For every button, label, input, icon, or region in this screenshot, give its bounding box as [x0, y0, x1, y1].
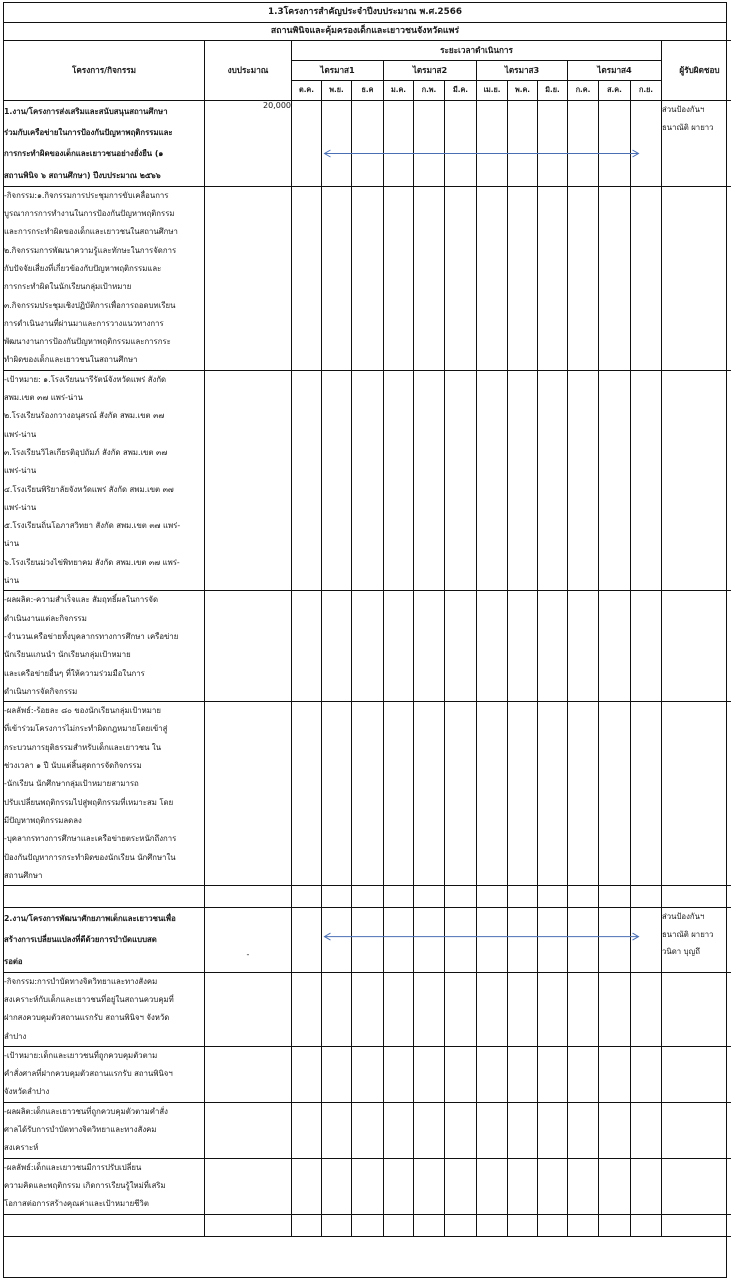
responsible-line: ธนาณัติ ผายาว — [662, 122, 714, 132]
month-cell — [322, 702, 352, 886]
section-text — [4, 972, 205, 1046]
section-line: ลำปาง — [4, 1031, 27, 1041]
month-cell — [568, 1102, 599, 1158]
month-cell — [445, 972, 477, 1046]
spacer-row — [4, 1214, 731, 1236]
section-text — [4, 370, 205, 591]
month-cell — [292, 1102, 322, 1158]
month-cell — [322, 1102, 352, 1158]
month-cell — [538, 591, 568, 702]
month-cell — [631, 591, 662, 702]
month-cell — [322, 1214, 352, 1236]
section-line: ป้องกันปัญหาการกระทำผิดของนักเรียน นักศึกษาใน — [4, 852, 176, 862]
month-cell — [445, 886, 477, 908]
month-cell — [599, 591, 631, 702]
project-budget: 20,000 — [205, 101, 292, 187]
month-cell — [508, 370, 538, 591]
section-line: พัฒนางานการป้องกันปัญหาพฤติกรรมและการกระ — [4, 337, 171, 347]
month-cell — [599, 1214, 631, 1236]
month-cell — [568, 1046, 599, 1102]
month-cell — [414, 1214, 445, 1236]
month-cell — [538, 1102, 568, 1158]
month-cell — [599, 702, 631, 886]
month-cell — [599, 972, 631, 1046]
project-responsible — [662, 908, 731, 973]
month-cell — [568, 101, 599, 187]
section-line: แพร่-น่าน — [4, 466, 37, 476]
section-line: ๔.โรงเรียนพิริยาลัยจังหวัดแพร่ สังกัด สพม.เขต ๓๗ — [4, 484, 174, 494]
project-title-line: 2.งาน/โครงการพัฒนาศักยภาพเด็กและเยาวชนเพื่อ — [4, 914, 176, 924]
month-cell — [599, 370, 631, 591]
month-cell — [414, 370, 445, 591]
month-cell — [384, 702, 414, 886]
month-cell — [445, 370, 477, 591]
section-row — [4, 370, 731, 591]
section-line: -ผลลัพธ์:-ร้อยละ ๘๐ ของนักเรียนกลุ่มเป้าหมาย — [4, 706, 161, 716]
spacer-cell — [205, 886, 292, 908]
month-cell — [384, 101, 414, 187]
month-cell — [292, 591, 322, 702]
month-cell — [477, 370, 508, 591]
month-cell — [414, 702, 445, 886]
section-line: สพม.เขต ๓๗ แพร่-น่าน — [4, 393, 83, 403]
month-cell — [631, 1158, 662, 1214]
month-cell — [384, 972, 414, 1046]
month-cell — [322, 908, 352, 973]
month-cell — [568, 1214, 599, 1236]
month-cell — [414, 186, 445, 370]
responsible-line: วนิดา บุญถึ — [662, 947, 700, 957]
section-line: -เป้าหมาย:เด็กและเยาวชนที่ถูกควบคุมตัวตาม — [4, 1050, 158, 1060]
month-cell — [508, 886, 538, 908]
month-cell — [414, 1158, 445, 1214]
section-text — [4, 1158, 205, 1214]
month-cell — [538, 972, 568, 1046]
month-cell — [631, 886, 662, 908]
month-cell — [538, 101, 568, 187]
section-line: ๓.กิจกรรมประชุมเชิงปฏิบัติการเพื่อการถอดบทเรียน — [4, 300, 176, 310]
project-row — [4, 101, 731, 187]
header-responsible: ผู้รับผิดชอบ — [662, 41, 731, 101]
section-line: น่าน — [4, 576, 20, 586]
responsible-cell — [662, 186, 731, 370]
month-cell — [568, 972, 599, 1046]
month-cell — [384, 1102, 414, 1158]
section-line: จังหวัดลำปาง — [4, 1087, 50, 1097]
section-text — [4, 702, 205, 886]
month-cell — [477, 186, 508, 370]
month-cell — [414, 1102, 445, 1158]
section-line: การดำเนินงานที่ผ่านมาและการวางแนวทางการ — [4, 318, 164, 328]
section-line: -บุคลากรทางการศึกษาและเครือข่ายตระหนักถึงการ — [4, 834, 177, 844]
budget-cell — [205, 702, 292, 886]
header-month-12: ก.ย. — [631, 81, 662, 101]
budget-cell — [205, 1158, 292, 1214]
month-cell — [292, 908, 322, 973]
month-cell — [445, 908, 477, 973]
month-cell — [322, 186, 352, 370]
month-cell — [508, 1046, 538, 1102]
month-cell — [352, 370, 384, 591]
responsible-cell — [662, 972, 731, 1046]
project-title-line: ร่วมกับเครือข่ายในการป้องกันปัญหาพฤติกรรมและ — [4, 128, 173, 138]
section-line: ดำเนินการจัดกิจกรรม — [4, 686, 78, 696]
responsible-cell — [662, 1158, 731, 1214]
project-title-line: การกระทำผิดของเด็กและเยาวชนอย่างยั่งยืน (๑ — [4, 149, 164, 159]
month-cell — [508, 591, 538, 702]
section-line: กับปัจจัยเสี่ยงที่เกี่ยวข้องกับปัญหาพฤติกรรมและ — [4, 264, 162, 273]
section-line: ๕.โรงเรียนถิ่นโอภาสวิทยา สังกัด สพม.เขต ๓๗ แพร่- — [4, 521, 181, 531]
month-cell — [322, 1158, 352, 1214]
month-cell — [477, 1046, 508, 1102]
month-cell — [599, 186, 631, 370]
section-line: และเครือข่ายอื่นๆ ที่ให้ความร่วมมือในการ — [4, 668, 145, 678]
spacer-cell — [4, 886, 205, 908]
month-cell — [631, 702, 662, 886]
month-cell — [384, 886, 414, 908]
month-cell — [292, 702, 322, 886]
header-month-3: ธ.ค — [352, 81, 384, 101]
project-title-line: สร้างการเปลี่ยนแปลงที่ดีด้วยการบำบัดแบบสด — [4, 935, 157, 945]
spacer-row — [4, 886, 731, 908]
month-cell — [477, 1214, 508, 1236]
header-month-8: พ.ค. — [508, 81, 538, 101]
month-cell — [631, 186, 662, 370]
budget-cell — [205, 972, 292, 1046]
month-cell — [508, 186, 538, 370]
month-cell — [292, 886, 322, 908]
section-line: -กิจกรรม:๑.กิจกรรมการประชุมการขับเคลื่อนการ — [4, 190, 169, 200]
month-cell — [445, 186, 477, 370]
month-cell — [292, 186, 322, 370]
month-cell — [445, 702, 477, 886]
section-line: นักเรียนแกนนำ นักเรียนกลุ่มเป้าหมาย — [4, 650, 131, 660]
month-cell — [352, 1214, 384, 1236]
section-line: แพร่-น่าน — [4, 429, 37, 439]
month-cell — [599, 1158, 631, 1214]
section-line: บูรณาการการทำงานในการป้องกันปัญหาพฤติกรรม — [4, 209, 175, 219]
month-cell — [631, 908, 662, 973]
project-responsible — [662, 101, 731, 187]
header-month-1: ต.ค. — [292, 81, 322, 101]
month-cell — [322, 591, 352, 702]
month-cell — [631, 1102, 662, 1158]
month-cell — [568, 702, 599, 886]
month-cell — [384, 1046, 414, 1102]
month-cell — [292, 972, 322, 1046]
responsible-cell — [662, 370, 731, 591]
section-text — [4, 186, 205, 370]
header-month-2: พ.ย. — [322, 81, 352, 101]
responsible-cell — [662, 591, 731, 702]
header-month-6: มี.ค. — [445, 81, 477, 101]
month-cell — [322, 1046, 352, 1102]
header-quarter-1: ไตรมาส1 — [292, 61, 384, 81]
month-cell — [631, 1214, 662, 1236]
budget-cell — [205, 370, 292, 591]
section-line: มีปัญหาพฤติกรรมลดลง — [4, 815, 82, 825]
month-cell — [538, 886, 568, 908]
header-month-7: เม.ย. — [477, 81, 508, 101]
section-line: -จำนวนเครือข่ายทั้งบุคลากรทางการศึกษา เครือข่าย — [4, 631, 179, 641]
month-cell — [538, 186, 568, 370]
month-cell — [414, 591, 445, 702]
month-cell — [414, 886, 445, 908]
month-cell — [508, 101, 538, 187]
month-cell — [352, 1102, 384, 1158]
month-cell — [508, 908, 538, 973]
month-cell — [384, 908, 414, 973]
section-line: ๒.โรงเรียนร้องกวางอนุสรณ์ สังกัด สพม.เขต ๓๗ — [4, 411, 165, 421]
month-cell — [384, 186, 414, 370]
month-cell — [568, 591, 599, 702]
project-title — [4, 908, 205, 973]
month-cell — [352, 1046, 384, 1102]
month-cell — [322, 972, 352, 1046]
header-period: ระยะเวลาดำเนินการ — [292, 41, 662, 61]
section-row — [4, 1102, 731, 1158]
section-line: สงเคราะห์ — [4, 1143, 39, 1153]
project-title-line: รอต่อ — [4, 956, 23, 966]
budget-cell — [205, 1046, 292, 1102]
section-text — [4, 1046, 205, 1102]
month-cell — [568, 370, 599, 591]
month-cell — [352, 972, 384, 1046]
month-cell — [445, 1046, 477, 1102]
month-cell — [292, 370, 322, 591]
section-line: โอกาสต่อการสร้างคุณค่าและเป้าหมายชีวิต — [4, 1199, 149, 1209]
section-line: -ผลผลิต:-ความสำเร็จและ สัมฤทธิ์ผลในการจัด — [4, 595, 159, 605]
section-line: ๓.โรงเรียนวิไลเกียรติอุปถัมภ์ สังกัด สพม.เขต ๓๗ — [4, 447, 168, 457]
month-cell — [352, 101, 384, 187]
month-cell — [631, 1046, 662, 1102]
section-row — [4, 591, 731, 702]
month-cell — [352, 908, 384, 973]
responsible-line: ส่วนป้องกันฯ — [662, 912, 705, 922]
month-cell — [384, 1158, 414, 1214]
month-cell — [384, 591, 414, 702]
month-cell — [292, 1046, 322, 1102]
section-line: แพร่-น่าน — [4, 502, 37, 512]
month-cell — [414, 1046, 445, 1102]
month-cell — [568, 1158, 599, 1214]
section-line: -ผลผลิต:เด็กและเยาวชนที่ถูกควบคุมตัวตามคำสั่ง — [4, 1106, 168, 1116]
month-cell — [477, 1158, 508, 1214]
month-cell — [477, 1102, 508, 1158]
month-cell — [322, 370, 352, 591]
section-row — [4, 972, 731, 1046]
month-cell — [477, 886, 508, 908]
month-cell — [538, 702, 568, 886]
spacer-cell — [662, 1214, 731, 1236]
month-cell — [352, 1158, 384, 1214]
budget-cell — [205, 186, 292, 370]
month-cell — [538, 370, 568, 591]
section-line: ๒.กิจกรรมการพัฒนาความรู้และทักษะในการจัดการ — [4, 245, 177, 255]
section-row — [4, 1158, 731, 1214]
budget-cell — [205, 1102, 292, 1158]
project-title-line: 1.งาน/โครงการส่งเสริมและสนับสนุนสถานศึกษา — [4, 107, 168, 116]
month-cell — [445, 101, 477, 187]
section-line: -ผลลัพธ์:เด็กและเยาวชนมีการปรับเปลี่ยน — [4, 1162, 142, 1172]
month-cell — [352, 702, 384, 886]
month-cell — [599, 886, 631, 908]
month-cell — [384, 370, 414, 591]
responsible-cell — [662, 1046, 731, 1102]
month-cell — [477, 591, 508, 702]
month-cell — [292, 101, 322, 187]
month-cell — [292, 1158, 322, 1214]
project-row — [4, 908, 731, 973]
section-line: กระบวนการยุติธรรมสำหรับเด็กและเยาวชน ใน — [4, 742, 162, 752]
month-cell — [477, 972, 508, 1046]
section-row — [4, 702, 731, 886]
month-cell — [414, 101, 445, 187]
month-cell — [538, 1158, 568, 1214]
project-budget: - — [205, 908, 292, 973]
month-cell — [568, 908, 599, 973]
month-cell — [508, 702, 538, 886]
month-cell — [538, 1046, 568, 1102]
section-line: ความคิดและพฤติกรรม เกิดการเรียนรู้ใหม่ที่เสริม — [4, 1180, 166, 1190]
project-title-line: สถานพินิจ ๖ สถานศึกษา) ปีงบประมาณ ๒๕๖๖ — [4, 170, 161, 180]
section-line: การกระทำผิดในนักเรียนกลุ่มเป้าหมาย — [4, 282, 132, 292]
section-line: ที่เข้าร่วมโครงการไม่กระทำผิดกฎหมายโดยเข้าสู่ — [4, 724, 168, 734]
month-cell — [538, 908, 568, 973]
responsible-line: ธนาณัติ ผายาว — [662, 929, 714, 939]
section-line: น่าน — [4, 539, 20, 549]
responsible-cell — [662, 1102, 731, 1158]
month-cell — [599, 1046, 631, 1102]
section-line: ช่วงเวลา ๑ ปี นับแต่สิ้นสุดการจัดกิจกรรม — [4, 761, 142, 771]
month-cell — [568, 186, 599, 370]
section-line: และการกระทำผิดของเด็กและเยาวชนในสถานศึกษา — [4, 227, 178, 237]
month-cell — [631, 370, 662, 591]
section-text — [4, 1102, 205, 1158]
section-line: -กิจกรรม:การบำบัดทางจิตวิทยาและทางสังคม — [4, 976, 158, 986]
section-line: สงเคราะห์กับเด็กและเยาวชนที่อยู่ในสถานควบคุมที่ — [4, 995, 174, 1004]
section-line: ปรับเปลี่ยนพฤติกรรมไปสู่พฤติกรรมที่เหมาะสม โดย — [4, 797, 174, 807]
month-cell — [414, 972, 445, 1046]
section-line: ดำเนินงานแต่ละกิจกรรม — [4, 613, 87, 623]
header-quarter-2: ไตรมาส2 — [384, 61, 477, 81]
agency-subtitle: สถานพินิจและคุ้มครองเด็กและเยาวชนจังหวัดแพร่ — [4, 22, 726, 41]
month-cell — [322, 886, 352, 908]
header-quarter-3: ไตรมาส3 — [477, 61, 568, 81]
month-cell — [508, 1214, 538, 1236]
section-line: -นักเรียน นักศึกษากลุ่มเป้าหมายสามารถ — [4, 779, 139, 789]
month-cell — [599, 101, 631, 187]
month-cell — [477, 702, 508, 886]
month-cell — [384, 1214, 414, 1236]
section-text — [4, 591, 205, 702]
month-cell — [445, 1214, 477, 1236]
project-title — [4, 101, 205, 187]
month-cell — [568, 886, 599, 908]
month-cell — [352, 591, 384, 702]
header-month-11: ส.ค. — [599, 81, 631, 101]
month-cell — [445, 1158, 477, 1214]
header-project: โครงการ/กิจกรรม — [4, 41, 205, 101]
header-month-4: ม.ค. — [384, 81, 414, 101]
month-cell — [631, 972, 662, 1046]
project-table — [3, 40, 731, 1237]
section-line: ทำผิดของเด็กและเยาวชนในสถานศึกษา — [4, 355, 138, 365]
spacer-cell — [205, 1214, 292, 1236]
month-cell — [445, 1102, 477, 1158]
month-cell — [477, 908, 508, 973]
section-line: ๖.โรงเรียนม่วงไข่พิทยาคม สังกัด สพม.เขต ๓๗ แพร่- — [4, 557, 180, 567]
month-cell — [322, 101, 352, 187]
month-cell — [477, 101, 508, 187]
section-line: สถานศึกษา — [4, 870, 43, 880]
month-cell — [352, 886, 384, 908]
header-month-9: มิ.ย. — [538, 81, 568, 101]
responsible-line: ส่วนป้องกันฯ — [662, 105, 705, 114]
document-title: 1.3โครงการสำคัญประจำปีงบประมาณ พ.ศ.2566 — [4, 3, 726, 23]
month-cell — [508, 1158, 538, 1214]
header-quarter-4: ไตรมาส4 — [568, 61, 662, 81]
section-line: ศาลได้รับการบำบัดทางจิตวิทยาและทางสังคม — [4, 1125, 157, 1135]
plan-sheet — [3, 2, 727, 1278]
month-cell — [445, 591, 477, 702]
section-row — [4, 1046, 731, 1102]
responsible-cell — [662, 702, 731, 886]
month-cell — [292, 1214, 322, 1236]
month-cell — [508, 1102, 538, 1158]
month-cell — [538, 1214, 568, 1236]
section-row — [4, 186, 731, 370]
spacer-cell — [662, 886, 731, 908]
budget-cell — [205, 591, 292, 702]
month-cell — [414, 908, 445, 973]
section-line: คำสั่งศาลที่ฝากควบคุมตัวสถานแรกรับ สถานพินิจฯ — [4, 1069, 173, 1079]
month-cell — [508, 972, 538, 1046]
header-budget: งบประมาณ — [205, 41, 292, 101]
spacer-cell — [4, 1214, 205, 1236]
section-line: -เป้าหมาย: ๑.โรงเรียนนารีรัตน์จังหวัดแพร่ สังกัด — [4, 374, 167, 384]
month-cell — [599, 908, 631, 973]
section-line: ฝากสงควบคุมตัวสถานแรกรับ สถานพินิจฯ จังหวัด — [4, 1013, 170, 1023]
month-cell — [599, 1102, 631, 1158]
header-month-10: ก.ค. — [568, 81, 599, 101]
month-cell — [631, 101, 662, 187]
header-month-5: ก.พ. — [414, 81, 445, 101]
month-cell — [352, 186, 384, 370]
